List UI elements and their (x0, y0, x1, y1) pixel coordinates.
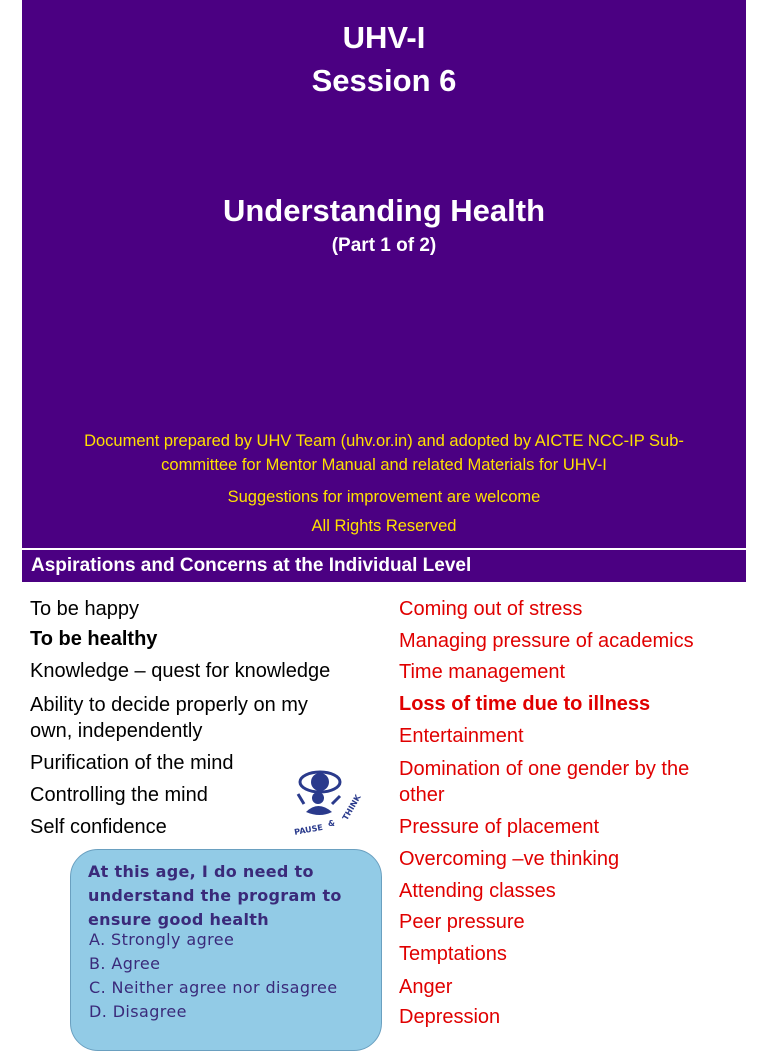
aspiration-item: Purification of the mind (30, 752, 234, 774)
concern-item: Loss of time due to illness (399, 693, 651, 715)
aspiration-item: own, independently (30, 720, 203, 742)
svg-text:THINK: THINK (340, 793, 363, 822)
concern-item: Pressure of placement (399, 816, 600, 838)
pause-and-think-logo (284, 760, 363, 837)
aspiration-item: Controlling the mind (30, 784, 208, 806)
poll-option-c[interactable]: C. Neither agree nor disagree (89, 978, 338, 997)
aspiration-item: To be healthy (30, 628, 158, 650)
concern-item: other (399, 784, 445, 806)
rights-text: All Rights Reserved (311, 517, 457, 535)
course-title: UHV-I (342, 20, 426, 55)
aspiration-item: Knowledge – quest for knowledge (30, 660, 331, 682)
aspiration-item: Ability to decide properly on my (30, 694, 308, 716)
concern-item: Temptations (399, 943, 507, 965)
aspiration-item: Self confidence (30, 816, 167, 838)
svg-text:PAUSE: PAUSE (293, 822, 324, 837)
suggestions-text: Suggestions for improvement are welcome (227, 488, 541, 506)
concern-item: Peer pressure (399, 911, 525, 933)
section-header (22, 550, 746, 582)
poll-option-d[interactable]: D. Disagree (89, 1002, 187, 1021)
poll-question-line: At this age, I do need to (88, 862, 314, 881)
concern-item: Managing pressure of academics (399, 630, 694, 652)
aspiration-item: To be happy (30, 598, 139, 620)
concern-item: Time management (399, 661, 565, 683)
concern-item: Attending classes (399, 880, 556, 902)
topic-title: Understanding Health (222, 193, 546, 228)
poll-question-line: ensure good health (88, 910, 269, 929)
concern-item: Coming out of stress (399, 598, 583, 620)
concern-item: Domination of one gender by the (399, 758, 690, 780)
poll-option-b[interactable]: B. Agree (89, 954, 161, 973)
poll-question (88, 860, 368, 932)
svg-text:&: & (328, 819, 335, 828)
concern-item: Entertainment (399, 725, 524, 747)
poll-box (70, 849, 382, 1051)
section-header-title: Aspirations and Concerns at the Individual Level (31, 555, 472, 576)
concern-item: Overcoming –ve thinking (399, 848, 620, 870)
concern-item: Anger (399, 976, 453, 998)
credit-text (40, 429, 728, 477)
session-title: Session 6 (311, 63, 457, 98)
part-subtitle: (Part 1 of 2) (331, 235, 437, 256)
credit-line-1: Document prepared by UHV Team (uhv.or.in) and adopted by AICTE NCC-IP Sub- (84, 432, 684, 450)
poll-question-line: understand the program to (88, 886, 342, 905)
poll-option-a[interactable]: A. Strongly agree (89, 930, 235, 949)
credit-line-2: committee for Mentor Manual and related Materials for UHV-I (161, 456, 607, 474)
concern-item: Depression (399, 1006, 501, 1028)
